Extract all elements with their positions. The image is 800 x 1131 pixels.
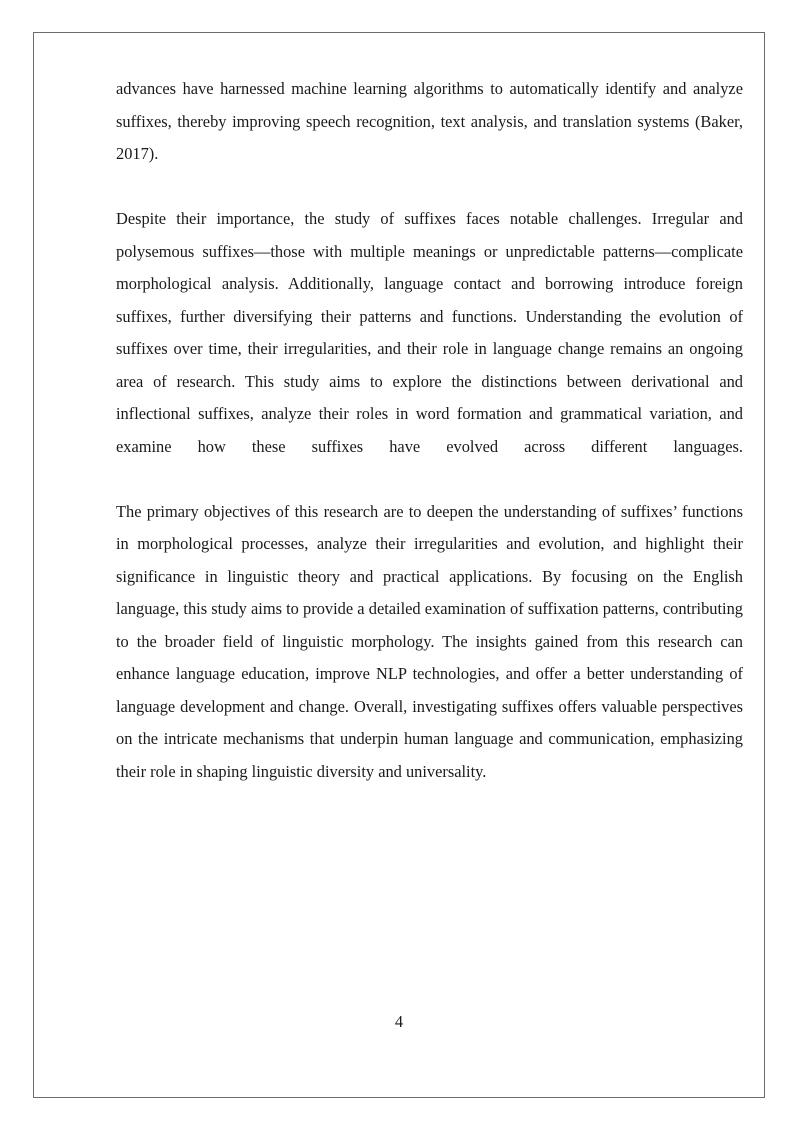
paragraph-3: The primary objectives of this research are to deepen the understanding of suffixes’ functions in morphological processes, analyze their irregularities and evolution, and highlight their significance in linguistic theory and practical applications. By focusing on the English language, this study aims to provide a detailed examination of suffixation patterns, contributing to the broader field of linguistic morphology. The insights gained from this research can enhance language education, improve NLP technologies, and offer a better understanding of language development and change. Overall, investigating suffixes offers valuable perspectives on the intricate mechanisms that underpin human language and communication, emphasizing their role in shaping linguistic diversity and universality. xyxy=(116,501,743,781)
page-body xyxy=(116,73,743,821)
paragraph-2: Despite their importance, the study of suffixes faces notable challenges. Irregular and polysemous suffixes—those with multiple meanings or unpredictable patterns—complicate morphological analysis. Additionally, language contact and borrowing introduce foreign suffixes, further diversifying their patterns and functions. Understanding the evolution of suffixes over time, their irregularities, and their role in language change remains an ongoing area of research. This study aims to explore the distinctions between derivational and inflectional suffixes, analyze their roles in word formation and grammatical variation, and examine how these suffixes have evolved across different languages. xyxy=(116,209,743,456)
document-page xyxy=(33,32,765,1098)
page-number: 4 xyxy=(394,1012,404,1031)
paragraph-1: advances have harnessed machine learning algorithms to automatically identify and analyze suffixes, thereby improving speech recognition, text analysis, and translation systems (Baker, 2017). xyxy=(116,79,743,163)
